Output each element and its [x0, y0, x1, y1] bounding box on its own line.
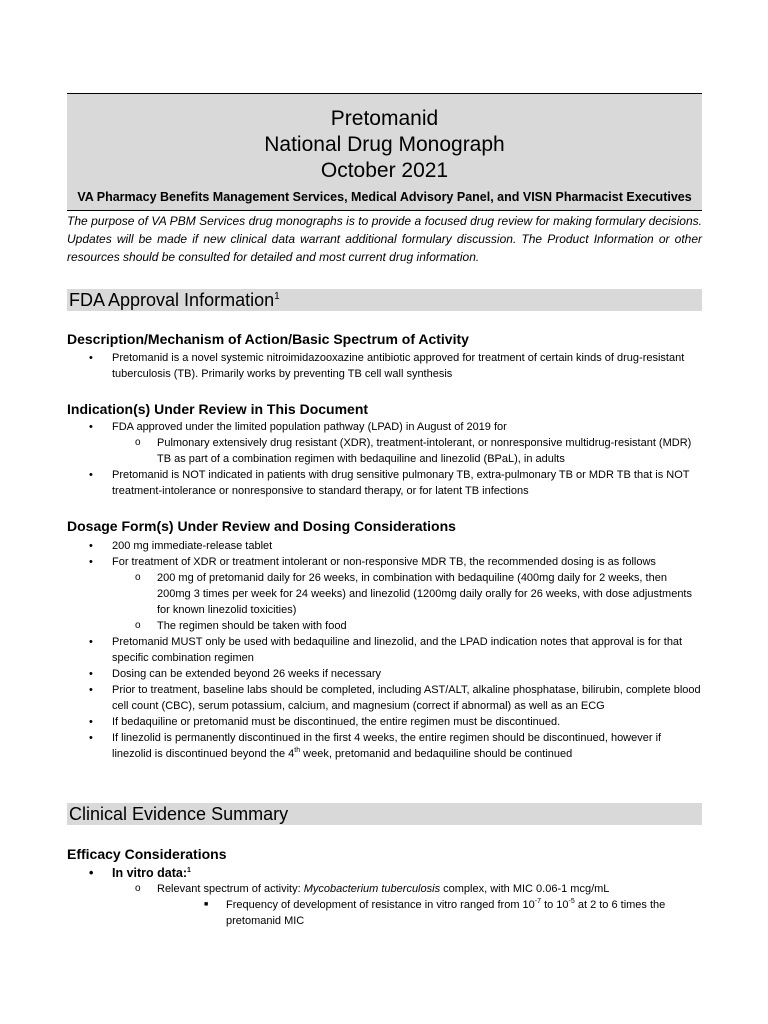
spectrum-text: Relevant spectrum of activity: [157, 883, 304, 895]
fda-approval-section-heading [67, 289, 702, 311]
spectrum-text: complex, with MIC 0.06-1 mcg/mL [440, 883, 610, 895]
document-organization: VA Pharmacy Benefits Management Services, Medical Advisory Panel, and VISN Pharmacist Executives [77, 190, 692, 204]
dosage-item: • For treatment of XDR or treatment intolerant or non-responsive MDR TB, the recommended dosing is as follows [67, 554, 702, 570]
clinical-heading-text: Clinical Evidence Summary [69, 804, 289, 824]
efficacy-list [67, 865, 702, 929]
invitro-label: In vitro data: [112, 866, 188, 880]
resistance-subitem [67, 897, 702, 929]
purpose-statement: The purpose of VA PBM Services drug monographs is to provide a focused drug review for making formulary decisions. Updates will be made if new clinical data warrant additional formulary discussion. The Product Information or other resources should be consulted for detailed and most current drug information. [67, 214, 702, 264]
description-list [67, 350, 702, 382]
dosage-list [67, 538, 702, 762]
dosage-item-text: week, pretomanid and bedaquiline should be continued [300, 748, 573, 760]
dosage-item [67, 730, 702, 762]
indication-item: • FDA approved under the limited population pathway (LPAD) in August of 2019 for [67, 419, 702, 435]
description-item: • Pretomanid is a novel systemic nitroimidazooxazine antibiotic approved for treatment of certain kinds of drug-resistant tuberculosis (TB). Primarily works by preventing TB cell wall synthesis [67, 350, 702, 382]
exponent: -7 [534, 898, 542, 905]
indication-list [67, 419, 702, 499]
title-block [67, 93, 702, 211]
exponent: -5 [568, 898, 575, 905]
clinical-evidence-section-heading [67, 803, 702, 825]
dosage-subitem: o The regimen should be taken with food [67, 618, 702, 634]
description-heading: Description/Mechanism of Action/Basic Spectrum of Activity [67, 331, 469, 347]
document-title: Pretomanid [330, 107, 439, 130]
superscript: th [294, 747, 301, 754]
fda-heading-ref: 1 [274, 291, 280, 302]
fda-heading-text: FDA Approval Information [69, 290, 275, 310]
indication-subitem: o Pulmonary extensively drug resistant (XDR), treatment-intolerant, or nonresponsive multidrug-resistant (MDR) TB as part of a combination regimen with bedaquiline and linezolid (BPaL), in adults [67, 435, 702, 467]
resistance-text: at 2 to 6 times the pretomanid MIC [226, 899, 666, 927]
indication-heading: Indication(s) Under Review in This Document [67, 401, 369, 417]
resistance-text: Frequency of development of resistance in vitro ranged from 10 [226, 899, 535, 911]
dosage-item: • If bedaquiline or pretomanid must be discontinued, the entire regimen must be discontinued. [67, 714, 702, 730]
dosage-item: • Dosing can be extended beyond 26 weeks if necessary [67, 666, 702, 682]
resistance-text: to 10 [541, 899, 569, 911]
efficacy-heading: Efficacy Considerations [67, 846, 227, 862]
dosage-item: • 200 mg immediate-release tablet [67, 538, 702, 554]
invitro-item [67, 865, 702, 881]
dosage-item-text: If linezolid is permanently discontinued in the first 4 weeks, the entire regimen should be discontinued, however if linezolid is discontinued beyond the 4 [112, 732, 662, 760]
dosage-item: • Prior to treatment, baseline labs should be completed, including AST/ALT, alkaline phosphatase, bilirubin, complete blood cell count (CBC), serum potassium, calcium, and magnesium (correct if abnormal) as well as an ECG [67, 682, 702, 714]
organism-name: Mycobacterium tuberculosis [303, 883, 441, 895]
spectrum-subitem [67, 881, 702, 897]
indication-item: • Pretomanid is NOT indicated in patients with drug sensitive pulmonary TB, extra-pulmonary TB or MDR TB that is NOT treatment-intolerance or nonresponsive to standard therapy, or for latent TB infections [67, 467, 702, 499]
dosage-subitem: o 200 mg of pretomanid daily for 26 weeks, in combination with bedaquiline (400mg daily for 2 weeks, then 200mg 3 times per week for 24 weeks) and linezolid (1200mg daily orally for 26 weeks, with dose adjustments for known linezolid toxicities) [67, 570, 702, 618]
dosage-item: • Pretomanid MUST only be used with bedaquiline and linezolid, and the LPAD indication notes that approval is for that specific combination regimen [67, 634, 702, 666]
dosage-heading: Dosage Form(s) Under Review and Dosing Considerations [67, 518, 456, 534]
invitro-ref: 1 [187, 867, 191, 874]
document-date: October 2021 [320, 159, 449, 182]
document-subtitle: National Drug Monograph [264, 133, 505, 156]
